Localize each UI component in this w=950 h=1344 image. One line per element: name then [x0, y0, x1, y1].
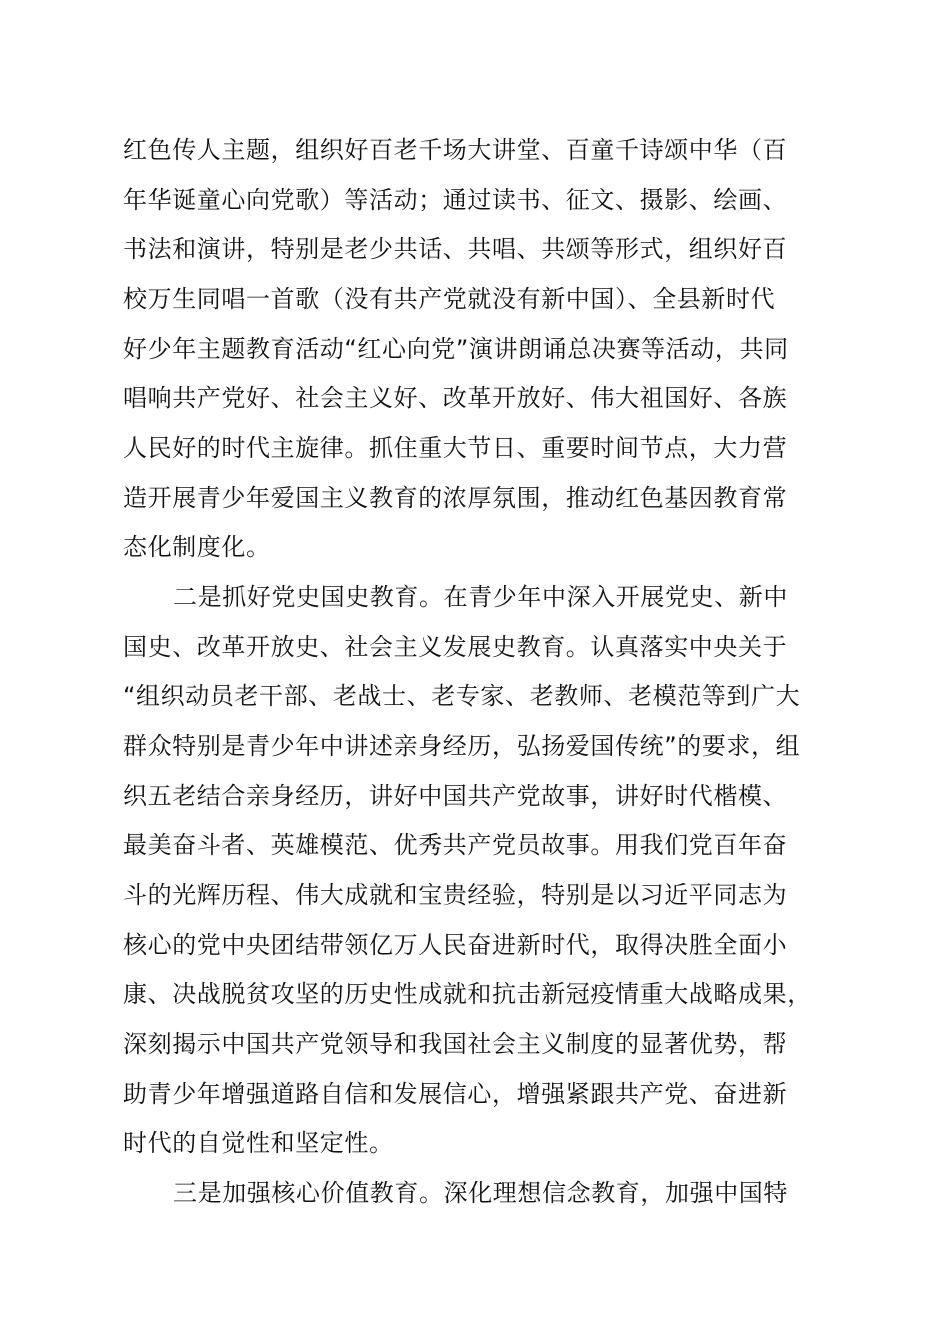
text-line: 斗的光辉历程、伟大成就和宝贵经验，特别是以习近平同志为 — [123, 881, 788, 909]
text-line: “组织动员老干部、老战士、老专家、老教师、老模范等到广大 — [123, 682, 801, 710]
text-line: 最美奋斗者、英雄模范、优秀共产党员故事。用我们党百年奋 — [123, 831, 788, 859]
text-line: 年华诞童心向党歌）等活动；通过读书、征文、摄影、绘画、 — [123, 186, 788, 214]
text-line: 书法和演讲，特别是老少共话、共唱、共颂等形式，组织好百 — [123, 235, 788, 263]
text-line: 群众特别是青少年中讲述亲身经历，弘扬爱国传统”的要求，组 — [123, 732, 801, 760]
text-line: 校万生同唱一首歌（没有共产党就没有新中国）、全县新时代 — [123, 285, 776, 313]
text-line: 深刻揭示中国共产党领导和我国社会主义制度的显著优势，帮 — [123, 1030, 788, 1058]
paragraph-start-line: 三是加强核心价值教育。深化理想信念教育，加强中国特 — [173, 1179, 788, 1207]
text-line: 国史、改革开放史、社会主义发展史教育。认真落实中央关于 — [123, 633, 788, 661]
text-line: 织五老结合亲身经历，讲好中国共产党故事，讲好时代楷模、 — [123, 782, 788, 810]
text-line: 红色传人主题，组织好百老千场大讲堂、百童千诗颂中华（百 — [123, 136, 788, 164]
text-line: 态化制度化。 — [123, 533, 271, 561]
text-line: 助青少年增强道路自信和发展信心，增强紧跟共产党、奋进新 — [123, 1080, 788, 1108]
text-line: 人民好的时代主旋律。抓住重大节日、重要时间节点，大力营 — [123, 434, 788, 462]
text-line: 康、决战脱贫攻坚的历史性成就和抗击新冠疫情重大战略成果， — [123, 980, 812, 1008]
text-line: 造开展青少年爱国主义教育的浓厚氛围，推动红色基因教育常 — [123, 484, 788, 512]
paragraph-start-line: 二是抓好党史国史教育。在青少年中深入开展党史、新中 — [173, 583, 788, 611]
text-line: 核心的党中央团结带领亿万人民奋进新时代，取得决胜全面小 — [123, 931, 788, 959]
text-line: 好少年主题教育活动“红心向党”演讲朗诵总决赛等活动，共同 — [123, 335, 789, 363]
text-line: 唱响共产党好、社会主义好、改革开放好、伟大祖国好、各族 — [123, 384, 788, 412]
text-line: 时代的自觉性和坚定性。 — [123, 1129, 394, 1157]
